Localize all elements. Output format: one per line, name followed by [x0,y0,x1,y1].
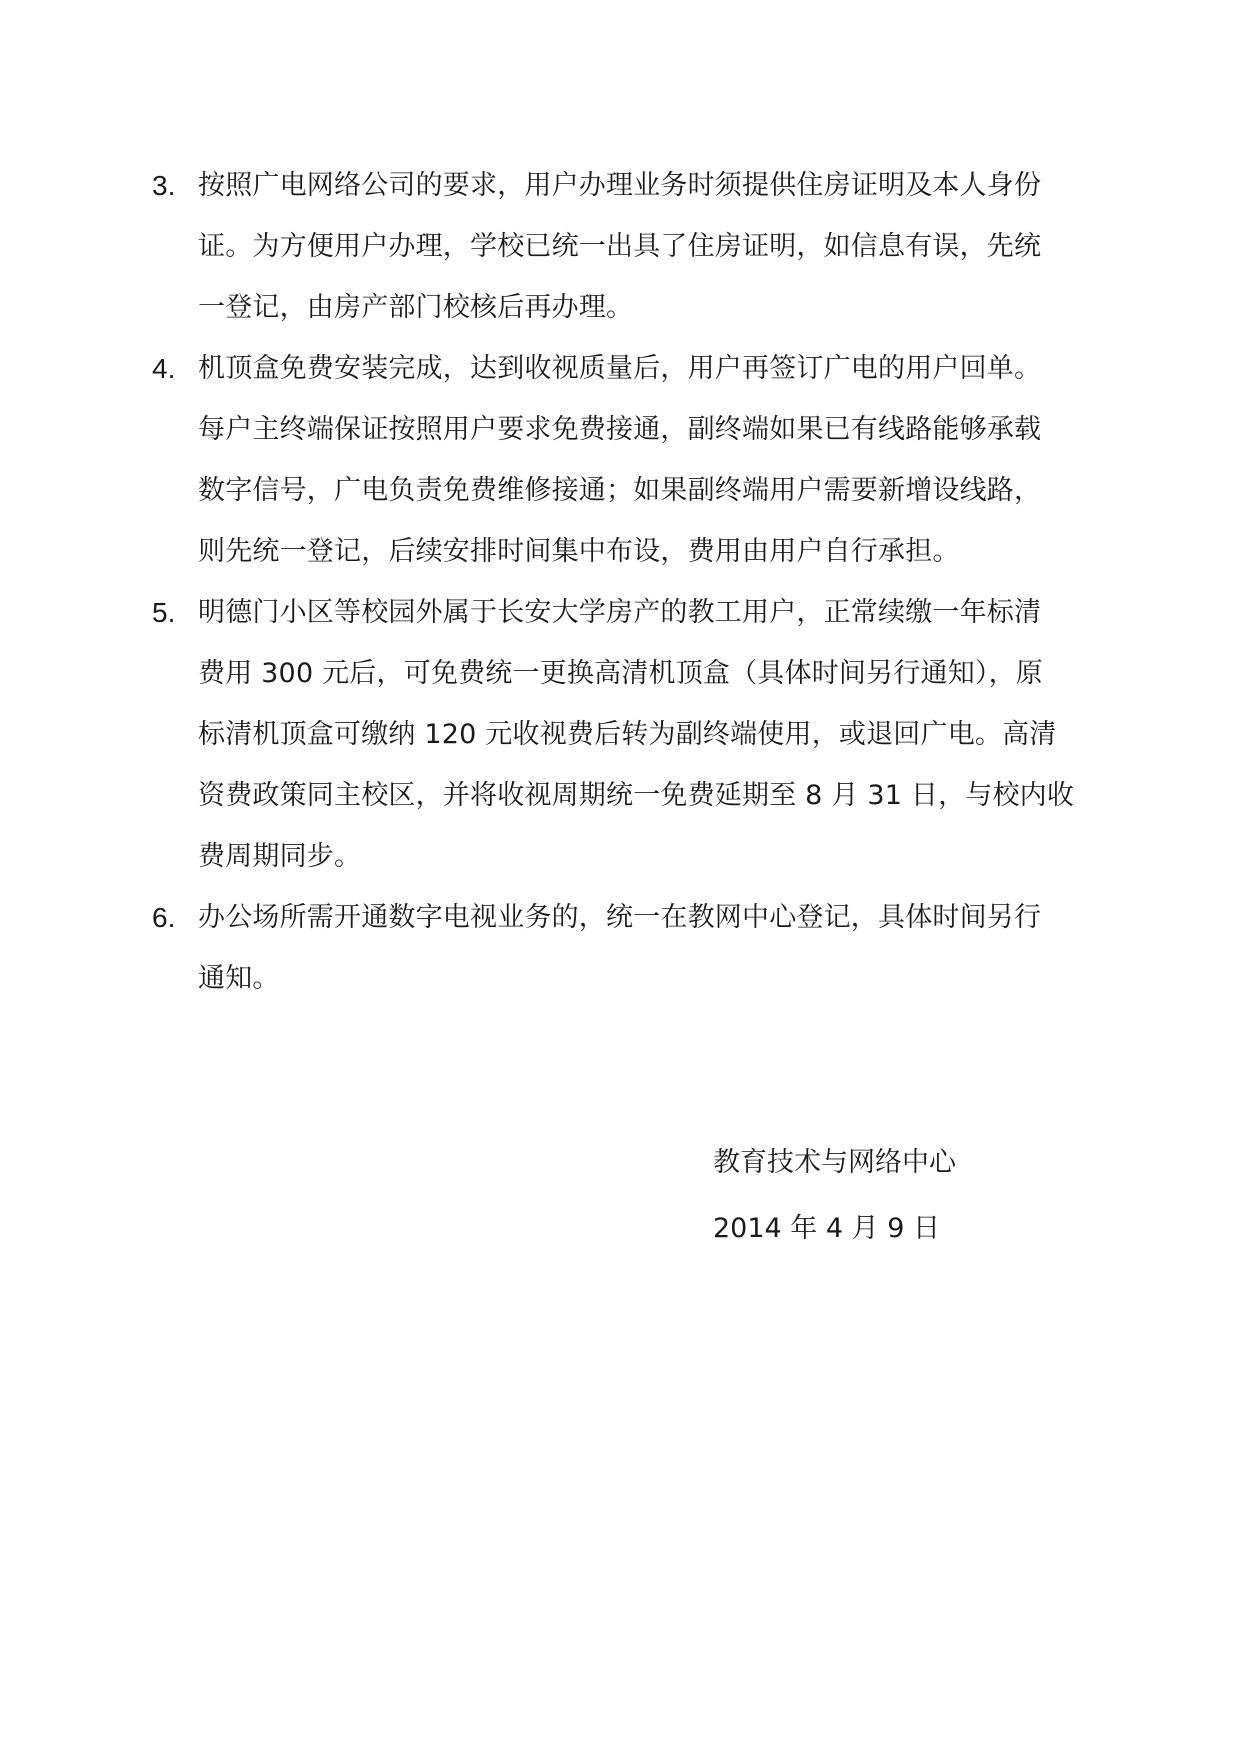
item-line: 明德门小区等校园外属于长安大学房产的教工用户，正常续缴一年标清 [198,597,1042,628]
list-item-6 [0,887,1241,1009]
item-line: 机顶盒免费安装完成，达到收视质量后，用户再签订广电的用户回单。 [198,353,1042,384]
item-line: 办公场所需开通数字电视业务的，统一在教网中心登记，具体时间另行 [198,902,1042,933]
item-line: 按照广电网络公司的要求，用户办理业务时须提供住房证明及本人身份 [198,170,1042,201]
item-line: 每户主终端保证按照用户要求免费接通，副终端如果已有线路能够承载 [198,414,1042,445]
item-line: 一登记，由房产部门校核后再办理。 [198,292,634,323]
item-line: 则先统一登记，后续安排时间集中布设，费用由用户自行承担。 [198,536,960,567]
item-number: 5. [152,597,176,628]
list-item-5 [0,582,1241,887]
item-number: 3. [152,170,176,201]
item-number: 6. [152,902,176,933]
item-line: 标清机顶盒可缴纳 120 元收视费后转为副终端使用，或退回广电。高清 [198,719,1057,750]
signature-block [713,1130,956,1262]
item-number: 4. [152,353,176,384]
list-item-3 [0,155,1241,338]
item-line: 费用 300 元后，可免费统一更换高清机顶盒（具体时间另行通知），原 [198,658,1043,689]
item-line: 通知。 [198,963,280,994]
item-line: 资费政策同主校区，并将收视周期统一免费延期至 8 月 31 日，与校内收 [198,780,1075,811]
list-item-4 [0,338,1241,582]
numbered-list [0,155,1241,1009]
item-line: 证。为方便用户办理，学校已统一出具了住房证明，如信息有误，先统 [198,231,1042,262]
signature-date: 2014 年 4 月 9 日 [713,1213,940,1244]
signature-org: 教育技术与网络中心 [713,1147,956,1178]
item-line: 费周期同步。 [198,841,362,872]
item-line: 数字信号，广电负责免费维修接通；如果副终端用户需要新增设线路， [198,475,1042,506]
